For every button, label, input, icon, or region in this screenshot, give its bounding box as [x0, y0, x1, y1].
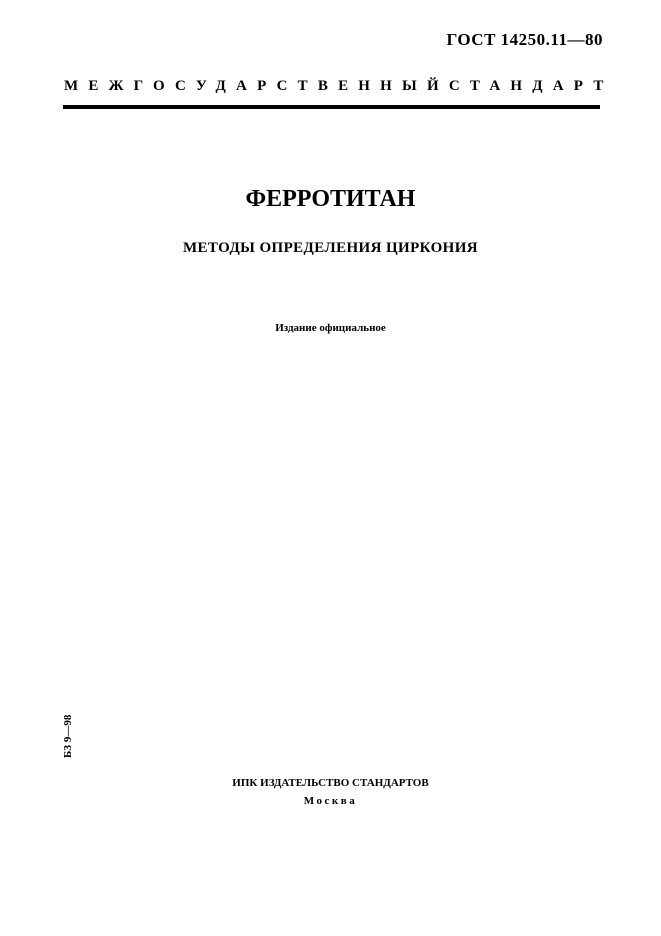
- standard-kind-heading: [64, 78, 614, 95]
- heading-divider: [63, 105, 600, 109]
- document-code: ГОСТ 14250.11—80: [446, 30, 603, 49]
- standard-kind-word-1: МЕЖГОСУДАРСТВЕННЫЙ: [64, 78, 449, 94]
- document-subtitle: МЕТОДЫ ОПРЕДЕЛЕНИЯ ЦИРКОНИЯ: [182, 240, 479, 256]
- document-title: ФЕРРОТИТАН: [245, 186, 416, 212]
- standard-kind-word-2: СТАНДАРТ: [448, 78, 614, 94]
- edition-note: Издание официальное: [275, 322, 386, 334]
- side-catalog-code: БЗ 9—98: [62, 714, 74, 758]
- publisher-city: Москва: [303, 795, 358, 807]
- publisher-name: ИПК ИЗДАТЕЛЬСТВО СТАНДАРТОВ: [232, 777, 429, 789]
